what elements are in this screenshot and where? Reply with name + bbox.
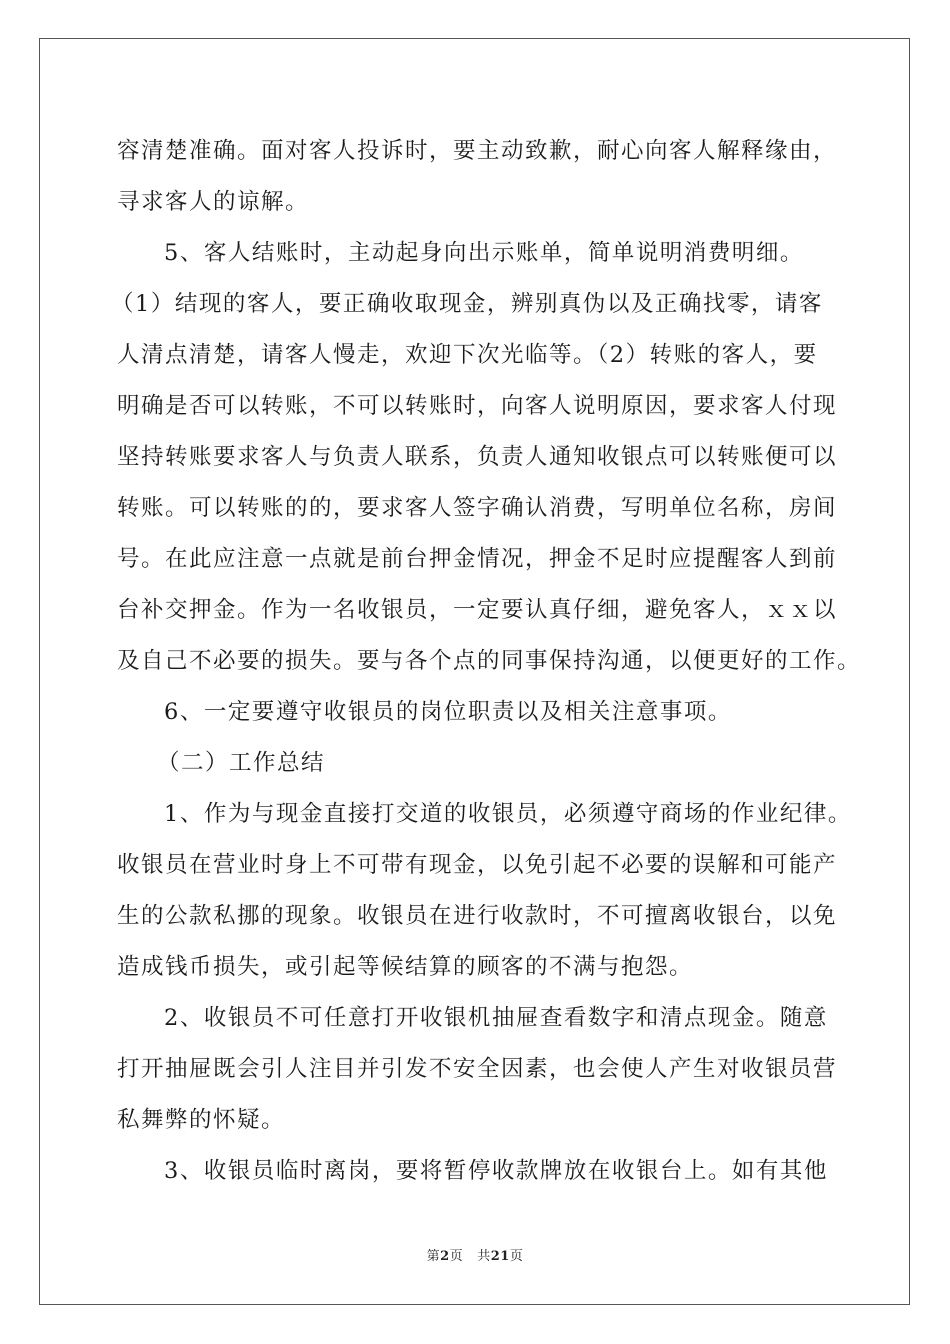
- total-prefix: 共: [477, 1249, 491, 1264]
- page-number: 2: [440, 1249, 450, 1264]
- numbered-paragraph-3: 3、收银员临时离岗，要将暂停收款牌放在收银台上。如有其他: [164, 1158, 828, 1184]
- text-line: 容清楚准确。面对客人投诉时，要主动致歉，耐心向客人解释缘由，: [117, 138, 838, 164]
- text-line: 人清点清楚，请客人慢走，欢迎下次光临等。（2）转账的客人，要: [117, 342, 818, 368]
- text-line: 台补交押金。作为一名收银员，一定要认真仔细，避免客人，ｘｘ以: [117, 597, 838, 623]
- page-footer: [0, 1245, 950, 1264]
- total-pages: 21: [490, 1249, 510, 1264]
- document-body: [111, 126, 862, 1197]
- text-line: 转账。可以转账的的，要求客人签字确认消费，写明单位名称，房间: [117, 495, 838, 521]
- text-line: 造成钱币损失，或引起等候结算的顾客的不满与抱怨。: [117, 954, 694, 980]
- total-suffix: 页: [509, 1249, 524, 1264]
- numbered-paragraph-6: 6、一定要遵守收银员的岗位职责以及相关注意事项。: [164, 699, 732, 725]
- numbered-paragraph-1: 1、作为与现金直接打交道的收银员，必须遵守商场的作业纪律。: [164, 801, 852, 827]
- text-line: 明确是否可以转账，不可以转账时，向客人说明原因，要求客人付现: [117, 393, 838, 419]
- text-line: 生的公款私挪的现象。收银员在进行收款时，不可擅离收银台，以免: [117, 903, 838, 929]
- text-line: 坚持转账要求客人与负责人联系，负责人通知收银点可以转账便可以: [117, 444, 838, 470]
- text-line: 打开抽屉既会引人注目并引发不安全因素，也会使人产生对收银员营: [117, 1056, 838, 1082]
- text-line: 及自己不必要的损失。要与各个点的同事保持沟通，以便更好的工作。: [117, 648, 862, 674]
- text-line: 号。在此应注意一点就是前台押金情况，押金不足时应提醒客人到前: [117, 546, 838, 572]
- text-line: 寻求客人的谅解。: [117, 189, 310, 215]
- text-line: 收银员在营业时身上不可带有现金，以免引起不必要的误解和可能产: [117, 852, 838, 878]
- numbered-paragraph-5: 5、客人结账时，主动起身向出示账单，简单说明消费明细。: [164, 240, 804, 266]
- section-heading: （二）工作总结: [157, 750, 326, 776]
- text-line: （1）结现的客人，要正确收取现金，辨别真伪以及正确找零，请客: [111, 291, 823, 317]
- page-prefix: 第: [426, 1249, 441, 1264]
- numbered-paragraph-2: 2、收银员不可任意打开收银机抽屉查看数字和清点现金。随意: [164, 1005, 828, 1031]
- page-suffix: 页: [449, 1249, 464, 1264]
- text-line: 私舞弊的怀疑。: [117, 1107, 286, 1133]
